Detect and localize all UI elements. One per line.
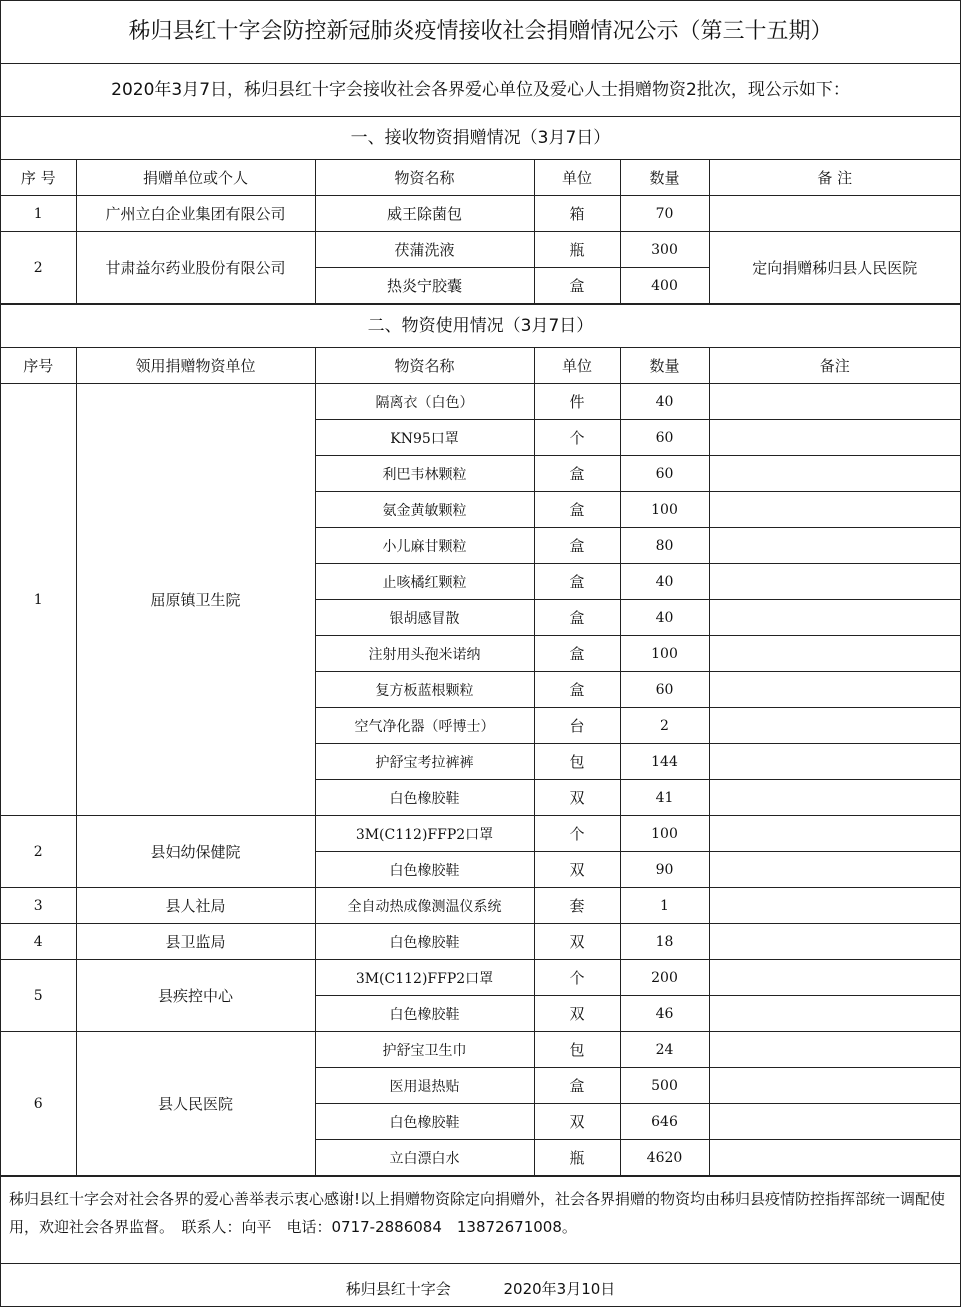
- row-note: [709, 456, 960, 492]
- header-no: 序 号: [1, 160, 76, 196]
- row-unit: 台: [534, 708, 620, 744]
- row-note: [709, 492, 960, 528]
- footer-note: 秭归县红十字会对社会各界的爱心善举表示衷心感谢!以上捐赠物资除定向捐赠外，社会各界捐赠的物资均由秭归县疫情防控指挥部统一调配使用，欢迎社会各界监督。 联系人：向平 电话：0717-2886084 13872671008。: [1, 1176, 960, 1264]
- row-unit: 盒: [534, 492, 620, 528]
- row-no: 2: [1, 232, 76, 304]
- donation-received-table: [1, 160, 960, 304]
- row-donor: 甘肃益尔药业股份有限公司: [76, 232, 315, 304]
- row-qty: 400: [620, 268, 709, 304]
- row-unit: 个: [534, 420, 620, 456]
- row-note: [709, 1068, 960, 1104]
- header-no: 序号: [1, 348, 76, 384]
- row-item: 氨金黄敏颗粒: [315, 492, 534, 528]
- row-unit: 瓶: [534, 232, 620, 268]
- row-unit: 盒: [534, 564, 620, 600]
- section2-heading: 二、物资使用情况（3月7日）: [1, 304, 960, 348]
- header-note: 备注: [709, 348, 960, 384]
- row-qty: 46: [620, 996, 709, 1032]
- row-note: [709, 852, 960, 888]
- header-unit: 单位: [534, 160, 620, 196]
- row-unit: 个: [534, 960, 620, 996]
- row-note: [709, 924, 960, 960]
- row-qty: 2: [620, 708, 709, 744]
- row-no: 4: [1, 924, 76, 960]
- table-header-row: [1, 160, 960, 196]
- row-unit: 箱: [534, 196, 620, 232]
- row-no: 3: [1, 888, 76, 924]
- material-usage-table: [1, 348, 960, 1176]
- table-row: [1, 816, 960, 852]
- row-unit: 件: [534, 384, 620, 420]
- row-item: 复方板蓝根颗粒: [315, 672, 534, 708]
- row-note: [709, 600, 960, 636]
- header-note: 备 注: [709, 160, 960, 196]
- row-unit: 盒: [534, 268, 620, 304]
- row-org: 县人民医院: [76, 1032, 315, 1176]
- row-item: 全自动热成像测温仪系统: [315, 888, 534, 924]
- row-note: [709, 384, 960, 420]
- header-qty: 数量: [620, 160, 709, 196]
- row-note: [709, 1032, 960, 1068]
- header-item: 物资名称: [315, 160, 534, 196]
- row-org: 县人社局: [76, 888, 315, 924]
- row-note: [709, 420, 960, 456]
- row-item: 白色橡胶鞋: [315, 996, 534, 1032]
- header-unit: 单位: [534, 348, 620, 384]
- row-item: 立白漂白水: [315, 1140, 534, 1176]
- row-qty: 500: [620, 1068, 709, 1104]
- row-unit: 双: [534, 852, 620, 888]
- table-row: [1, 924, 960, 960]
- table-row: [1, 888, 960, 924]
- row-item: 3M(C112)FFP2口罩: [315, 960, 534, 996]
- row-item: 白色橡胶鞋: [315, 780, 534, 816]
- section1-heading: 一、接收物资捐赠情况（3月7日）: [1, 117, 960, 160]
- row-note: 定向捐赠秭归县人民医院: [709, 232, 960, 304]
- row-qty: 40: [620, 600, 709, 636]
- row-item: 茯蒲洗液: [315, 232, 534, 268]
- row-donor: 广州立白企业集团有限公司: [76, 196, 315, 232]
- row-unit: 盒: [534, 636, 620, 672]
- row-qty: 80: [620, 528, 709, 564]
- row-unit: 盒: [534, 672, 620, 708]
- intro-text: 2020年3月7日，秭归县红十字会接收社会各界爱心单位及爱心人士捐赠物资2批次，现公示如下：: [1, 64, 960, 117]
- row-no: 1: [1, 384, 76, 816]
- row-no: 5: [1, 960, 76, 1032]
- row-unit: 瓶: [534, 1140, 620, 1176]
- row-qty: 24: [620, 1032, 709, 1068]
- document-title: 秭归县红十字会防控新冠肺炎疫情接收社会捐赠情况公示（第三十五期）: [1, 1, 960, 64]
- row-note: [709, 816, 960, 852]
- row-qty: 144: [620, 744, 709, 780]
- row-unit: 盒: [534, 528, 620, 564]
- row-qty: 40: [620, 384, 709, 420]
- table-row: [1, 384, 960, 420]
- row-org: 县妇幼保健院: [76, 816, 315, 888]
- row-item: 利巴韦林颗粒: [315, 456, 534, 492]
- row-item: 银胡感冒散: [315, 600, 534, 636]
- row-unit: 双: [534, 924, 620, 960]
- row-note: [709, 528, 960, 564]
- signature-date: 2020年3月10日: [503, 1280, 616, 1298]
- row-qty: 300: [620, 232, 709, 268]
- row-item: 3M(C112)FFP2口罩: [315, 816, 534, 852]
- header-qty: 数量: [620, 348, 709, 384]
- row-qty: 41: [620, 780, 709, 816]
- row-no: 6: [1, 1032, 76, 1176]
- row-unit: 盒: [534, 1068, 620, 1104]
- row-qty: 646: [620, 1104, 709, 1140]
- row-unit: 盒: [534, 456, 620, 492]
- row-unit: 盒: [534, 600, 620, 636]
- row-note: [709, 996, 960, 1032]
- row-note: [709, 564, 960, 600]
- row-org: 县疾控中心: [76, 960, 315, 1032]
- row-qty: 90: [620, 852, 709, 888]
- row-item: 白色橡胶鞋: [315, 1104, 534, 1140]
- table-row: [1, 196, 960, 232]
- row-qty: 60: [620, 420, 709, 456]
- row-no: 1: [1, 196, 76, 232]
- row-qty: 70: [620, 196, 709, 232]
- row-unit: 个: [534, 816, 620, 852]
- row-item: 白色橡胶鞋: [315, 852, 534, 888]
- row-item: 白色橡胶鞋: [315, 924, 534, 960]
- row-note: [709, 888, 960, 924]
- row-note: [709, 636, 960, 672]
- header-item: 物资名称: [315, 348, 534, 384]
- row-note: [709, 780, 960, 816]
- row-note: [709, 744, 960, 780]
- row-org: 屈原镇卫生院: [76, 384, 315, 816]
- row-qty: 60: [620, 672, 709, 708]
- row-qty: 18: [620, 924, 709, 960]
- row-note: [709, 1104, 960, 1140]
- row-item: 隔离衣（白色）: [315, 384, 534, 420]
- row-item: 止咳橘红颗粒: [315, 564, 534, 600]
- row-item: KN95口罩: [315, 420, 534, 456]
- row-unit: 双: [534, 996, 620, 1032]
- row-unit: 双: [534, 1104, 620, 1140]
- row-unit: 套: [534, 888, 620, 924]
- row-no: 2: [1, 816, 76, 888]
- table-row: [1, 1032, 960, 1068]
- table-row: [1, 960, 960, 996]
- row-qty: 40: [620, 564, 709, 600]
- row-qty: 1: [620, 888, 709, 924]
- row-item: 空气净化器（呼博士）: [315, 708, 534, 744]
- table-row: [1, 232, 960, 268]
- row-unit: 包: [534, 744, 620, 780]
- signature-org: 秭归县红十字会: [345, 1280, 451, 1298]
- row-note: [709, 672, 960, 708]
- row-unit: 双: [534, 780, 620, 816]
- row-qty: 60: [620, 456, 709, 492]
- row-qty: 100: [620, 492, 709, 528]
- row-qty: 100: [620, 816, 709, 852]
- row-note: [709, 196, 960, 232]
- header-org: 领用捐赠物资单位: [76, 348, 315, 384]
- header-donor: 捐赠单位或个人: [76, 160, 315, 196]
- row-org: 县卫监局: [76, 924, 315, 960]
- row-qty: 100: [620, 636, 709, 672]
- row-item: 注射用头孢米诺纳: [315, 636, 534, 672]
- row-qty: 4620: [620, 1140, 709, 1176]
- row-item: 医用退热贴: [315, 1068, 534, 1104]
- row-note: [709, 960, 960, 996]
- row-unit: 包: [534, 1032, 620, 1068]
- row-qty: 200: [620, 960, 709, 996]
- row-note: [709, 1140, 960, 1176]
- row-note: [709, 708, 960, 744]
- table-header-row: [1, 348, 960, 384]
- row-item: 护舒宝考拉裤裤: [315, 744, 534, 780]
- row-item: 威王除菌包: [315, 196, 534, 232]
- row-item: 小儿麻甘颗粒: [315, 528, 534, 564]
- row-item: 热炎宁胶囊: [315, 268, 534, 304]
- row-item: 护舒宝卫生巾: [315, 1032, 534, 1068]
